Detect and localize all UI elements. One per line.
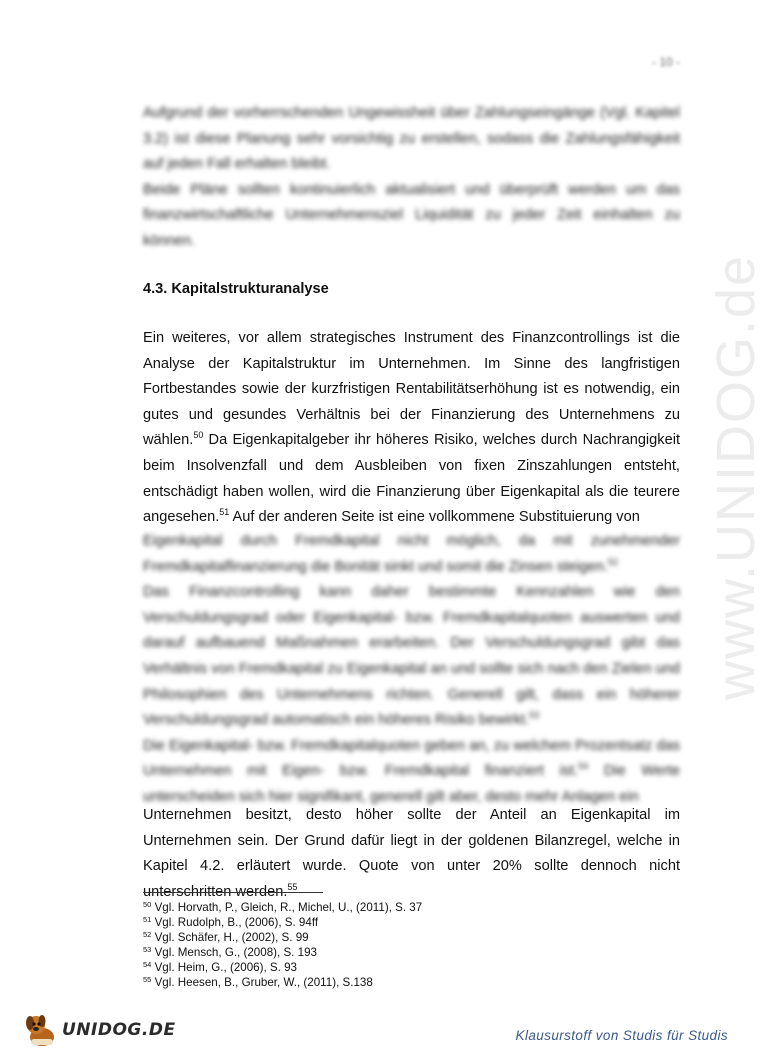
footnote-ref-50: 50 [193, 430, 204, 441]
footnote-number: 53 [143, 945, 152, 954]
blurred-paragraphs [143, 529, 680, 811]
blurred-text-p2: Das Finanzcontrolling kann daher bestimmte Kennzahlen wie den Verschuldungsgrad oder Eigenkapital- bzw. Fremdkapitalquoten auswerten und darauf aufbauend Maßnahmen erarbeiten. Der Verschuldungsgrad gibt das Verhältnis von Fremdkapital zu Eigenkapital an und sollte sich nach den Zielen und Philosophien des Unternehmens richten. Generell gilt, dass ein höherer Verschuldungsgrad automatisch ein höheres Risiko bewirkt. [143, 584, 680, 729]
footnote-ref-55: 55 [287, 881, 298, 892]
blurred-text-p3b: Die Werte unterscheiden sich hier signifikant, generell gilt aber, desto mehr Anlagen ein [143, 763, 680, 805]
footnote-ref-51: 51 [219, 507, 230, 518]
footnote-text: Vgl. Mensch, G., (2008), S. 193 [154, 946, 317, 959]
section-heading: 4.3. Kapitalstrukturanalyse [143, 281, 329, 297]
footnote-text: Vgl. Rudolph, B., (2006), S. 94ff [154, 916, 319, 929]
footer-tagline: Klausurstoff von Studis für Studis [515, 1028, 728, 1043]
logo-text: UNIDOG.DE [62, 1020, 176, 1040]
footnote-text: Vgl. Heim, G., (2006), S. 93 [154, 961, 297, 974]
footnote-text: Vgl. Horvath, P., Gleich, R., Michel, U., (2011), S. 37 [154, 901, 423, 914]
body-text-b: Da Eigenkapitalgeber ihr höheres Risiko, welches durch Nachrangigkeit beim Insolvenzfall und dem Ausbleiben von fixen Zinszahlungen entsteht, entschädigt haben wollen, wird die Finanzierung über Eigenkapital als die teurere angesehen. [143, 432, 680, 526]
footnote [143, 960, 422, 975]
footnote-number: 50 [143, 900, 152, 909]
footnote [143, 945, 422, 960]
footnote-number: 51 [143, 915, 152, 924]
blurred-text-d: Eigenkapital durch Fremdkapital nicht möglich, da mit zunehmender Fremdkapitalfinanzierung die Bonität sinkt und somit die Zinsen steigen. [143, 533, 680, 575]
footnote [143, 900, 422, 915]
footnote-divider [143, 892, 323, 893]
footnote-number: 52 [143, 930, 152, 939]
footnote [143, 915, 422, 930]
watermark: www.UNIDOG.de [706, 253, 766, 700]
body-paragraph [143, 326, 680, 531]
closing-text: Unternehmen besitzt, desto höher sollte der Anteil an Eigenkapital im Unternehmen sein. Der Grund dafür liegt in der goldenen Bilanzregel, welche in Kapitel 4.2. erläutert wurde. Quote von unter 20% sollte dennoch nicht unterschritten werden. [143, 807, 680, 900]
closing-paragraph [143, 803, 680, 905]
footnote-ref-53: 53 [529, 710, 540, 721]
footnote [143, 930, 422, 945]
footnote-ref-52: 52 [607, 556, 618, 567]
footnotes-list [143, 900, 422, 990]
footnote-text: Vgl. Schäfer, H., (2002), S. 99 [154, 931, 309, 944]
footnote-number: 54 [143, 960, 152, 969]
body-text-c: Auf der anderen Seite ist eine vollkommene Substituierung von [229, 509, 640, 526]
footnote-number: 55 [143, 975, 152, 984]
intro-text-2: Beide Pläne sollten kontinuierlich aktualisiert und überprüft werden um das finanzwirtschaftliche Unternehmensziel Liquidität zu jeder Zeit einhalten zu können. [143, 181, 680, 249]
footnote [143, 975, 422, 990]
page-number: - 10 - [651, 55, 680, 69]
intro-text: Aufgrund der vorherrschenden Ungewissheit über Zahlungseingänge (Vgl. Kapitel 3.2) ist diese Planung sehr vorsichtig zu erstellen, sodass die Zahlungsfähigkeit auf jeden Fall erhalten bleibt. [143, 105, 680, 173]
blurred-text-p3: Die Eigenkapital- bzw. Fremdkapitalquoten geben an, zu welchem Prozentsatz das Unternehmen mit Eigen- bzw. Fremdkapital finanziert ist. [143, 737, 680, 780]
body-text-a: Ein weiteres, vor allem strategisches Instrument des Finanzcontrollings ist die Analyse der Kapitalstruktur im Unternehmen. Im Sinne des langfristigen Fortbestandes sowie der kurzfristigen Rentabilitätserhöhung ist es notwendig, ein gutes und gesundes Verhältnis bei der Finanzierung des Unternehmens zu wählen. [143, 330, 680, 449]
unidog-logo[interactable] [22, 1010, 176, 1050]
dog-mascot-icon [22, 1011, 60, 1049]
intro-paragraph [143, 101, 680, 255]
footnote-ref-54: 54 [578, 761, 589, 772]
footnote-text: Vgl. Heesen, B., Gruber, W., (2011), S.138 [154, 976, 373, 989]
